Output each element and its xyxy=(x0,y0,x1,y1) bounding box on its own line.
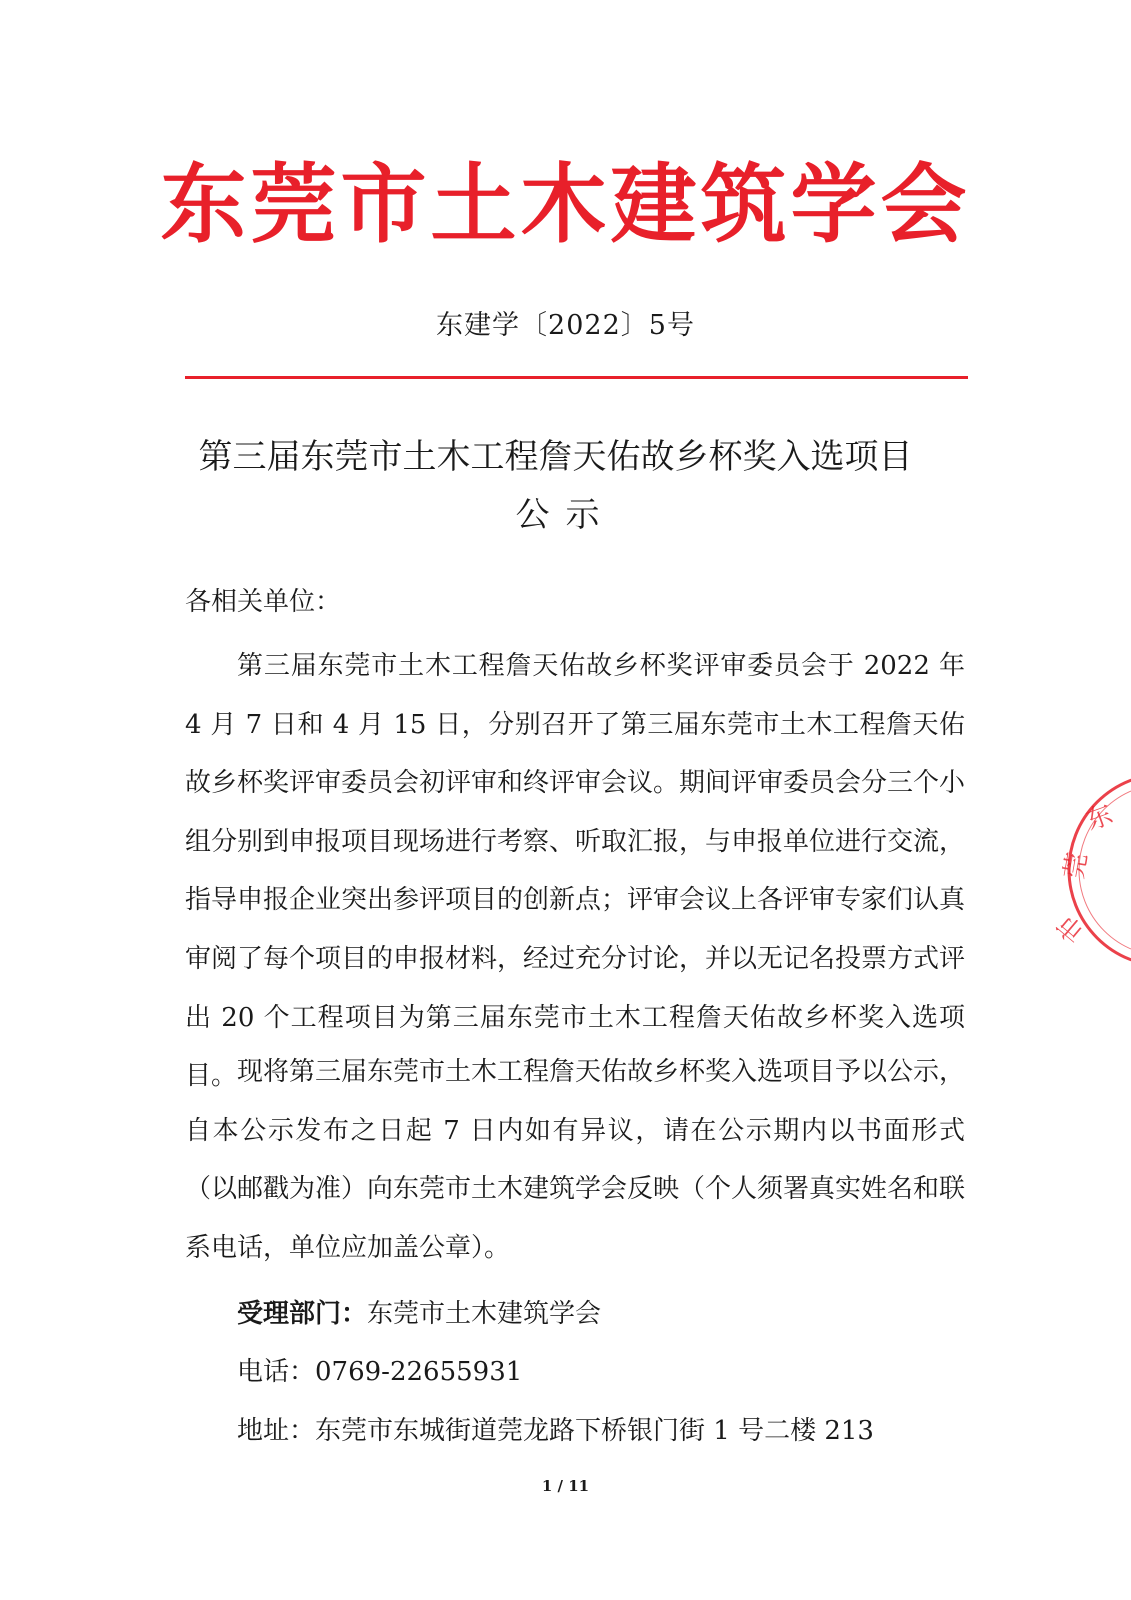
department-value: 东莞市土木建筑学会 xyxy=(367,1299,602,1329)
svg-text:市: 市 xyxy=(1051,907,1091,948)
contact-address xyxy=(237,1411,874,1451)
body-paragraph-2: 现将第三届东莞市土木工程詹天佑故乡杯奖入选项目予以公示，自本公示发布之日起 7 日内如有异议，请在公示期内以书面形式（以邮戳为准）向东莞市土木建筑学会反映（个人须署真实姓名和联系电话，单位应加盖公章）。 xyxy=(185,1057,966,1263)
address-label: 地址： xyxy=(237,1416,316,1446)
notice-title-line-1: 第三届东莞市土木工程詹天佑故乡杯奖入选项目 xyxy=(198,437,913,477)
address-value: 东莞市东城街道莞龙路下桥银门街 1 号二楼 213 xyxy=(315,1416,874,1446)
contact-phone xyxy=(237,1352,522,1392)
red-divider-line xyxy=(185,376,968,379)
official-seal-icon xyxy=(1051,780,1131,960)
document-number: 东建学〔2022〕5号 xyxy=(436,310,695,341)
salutation: 各相关单位： xyxy=(185,587,342,617)
phone-value: 0769-22655931 xyxy=(315,1357,523,1387)
department-label: 受理部门： xyxy=(237,1299,368,1329)
svg-text:莞: 莞 xyxy=(1059,850,1094,882)
svg-text:东: 东 xyxy=(1082,799,1117,837)
phone-label: 电话： xyxy=(237,1357,316,1387)
org-header-title: 东莞市土木建筑学会 xyxy=(160,155,971,255)
contact-department xyxy=(237,1294,601,1334)
body-paragraph-1: 第三届东莞市土木工程詹天佑故乡杯奖评审委员会于 2022 年 4 月 7 日和 4 月 15 日，分别召开了第三届东莞市土木工程詹天佑故乡杯奖评审委员会初评审和终评审会议。期间评审委员会分三个小组分别到申报项目现场进行考察、听取汇报，与申报单位进行交流，指导申报企业突出参评项目的创新点；评审会议上各评审专家们认真审阅了每个项目的申报材料，经过充分讨论，并以无记名投票方式评出 20 个工程项目为第三届东莞市土木工程詹天佑故乡杯奖入选项目。 xyxy=(185,651,966,1092)
page-indicator: 1 / 11 xyxy=(541,1477,590,1495)
notice-title-line-2: 公示 xyxy=(515,495,616,535)
